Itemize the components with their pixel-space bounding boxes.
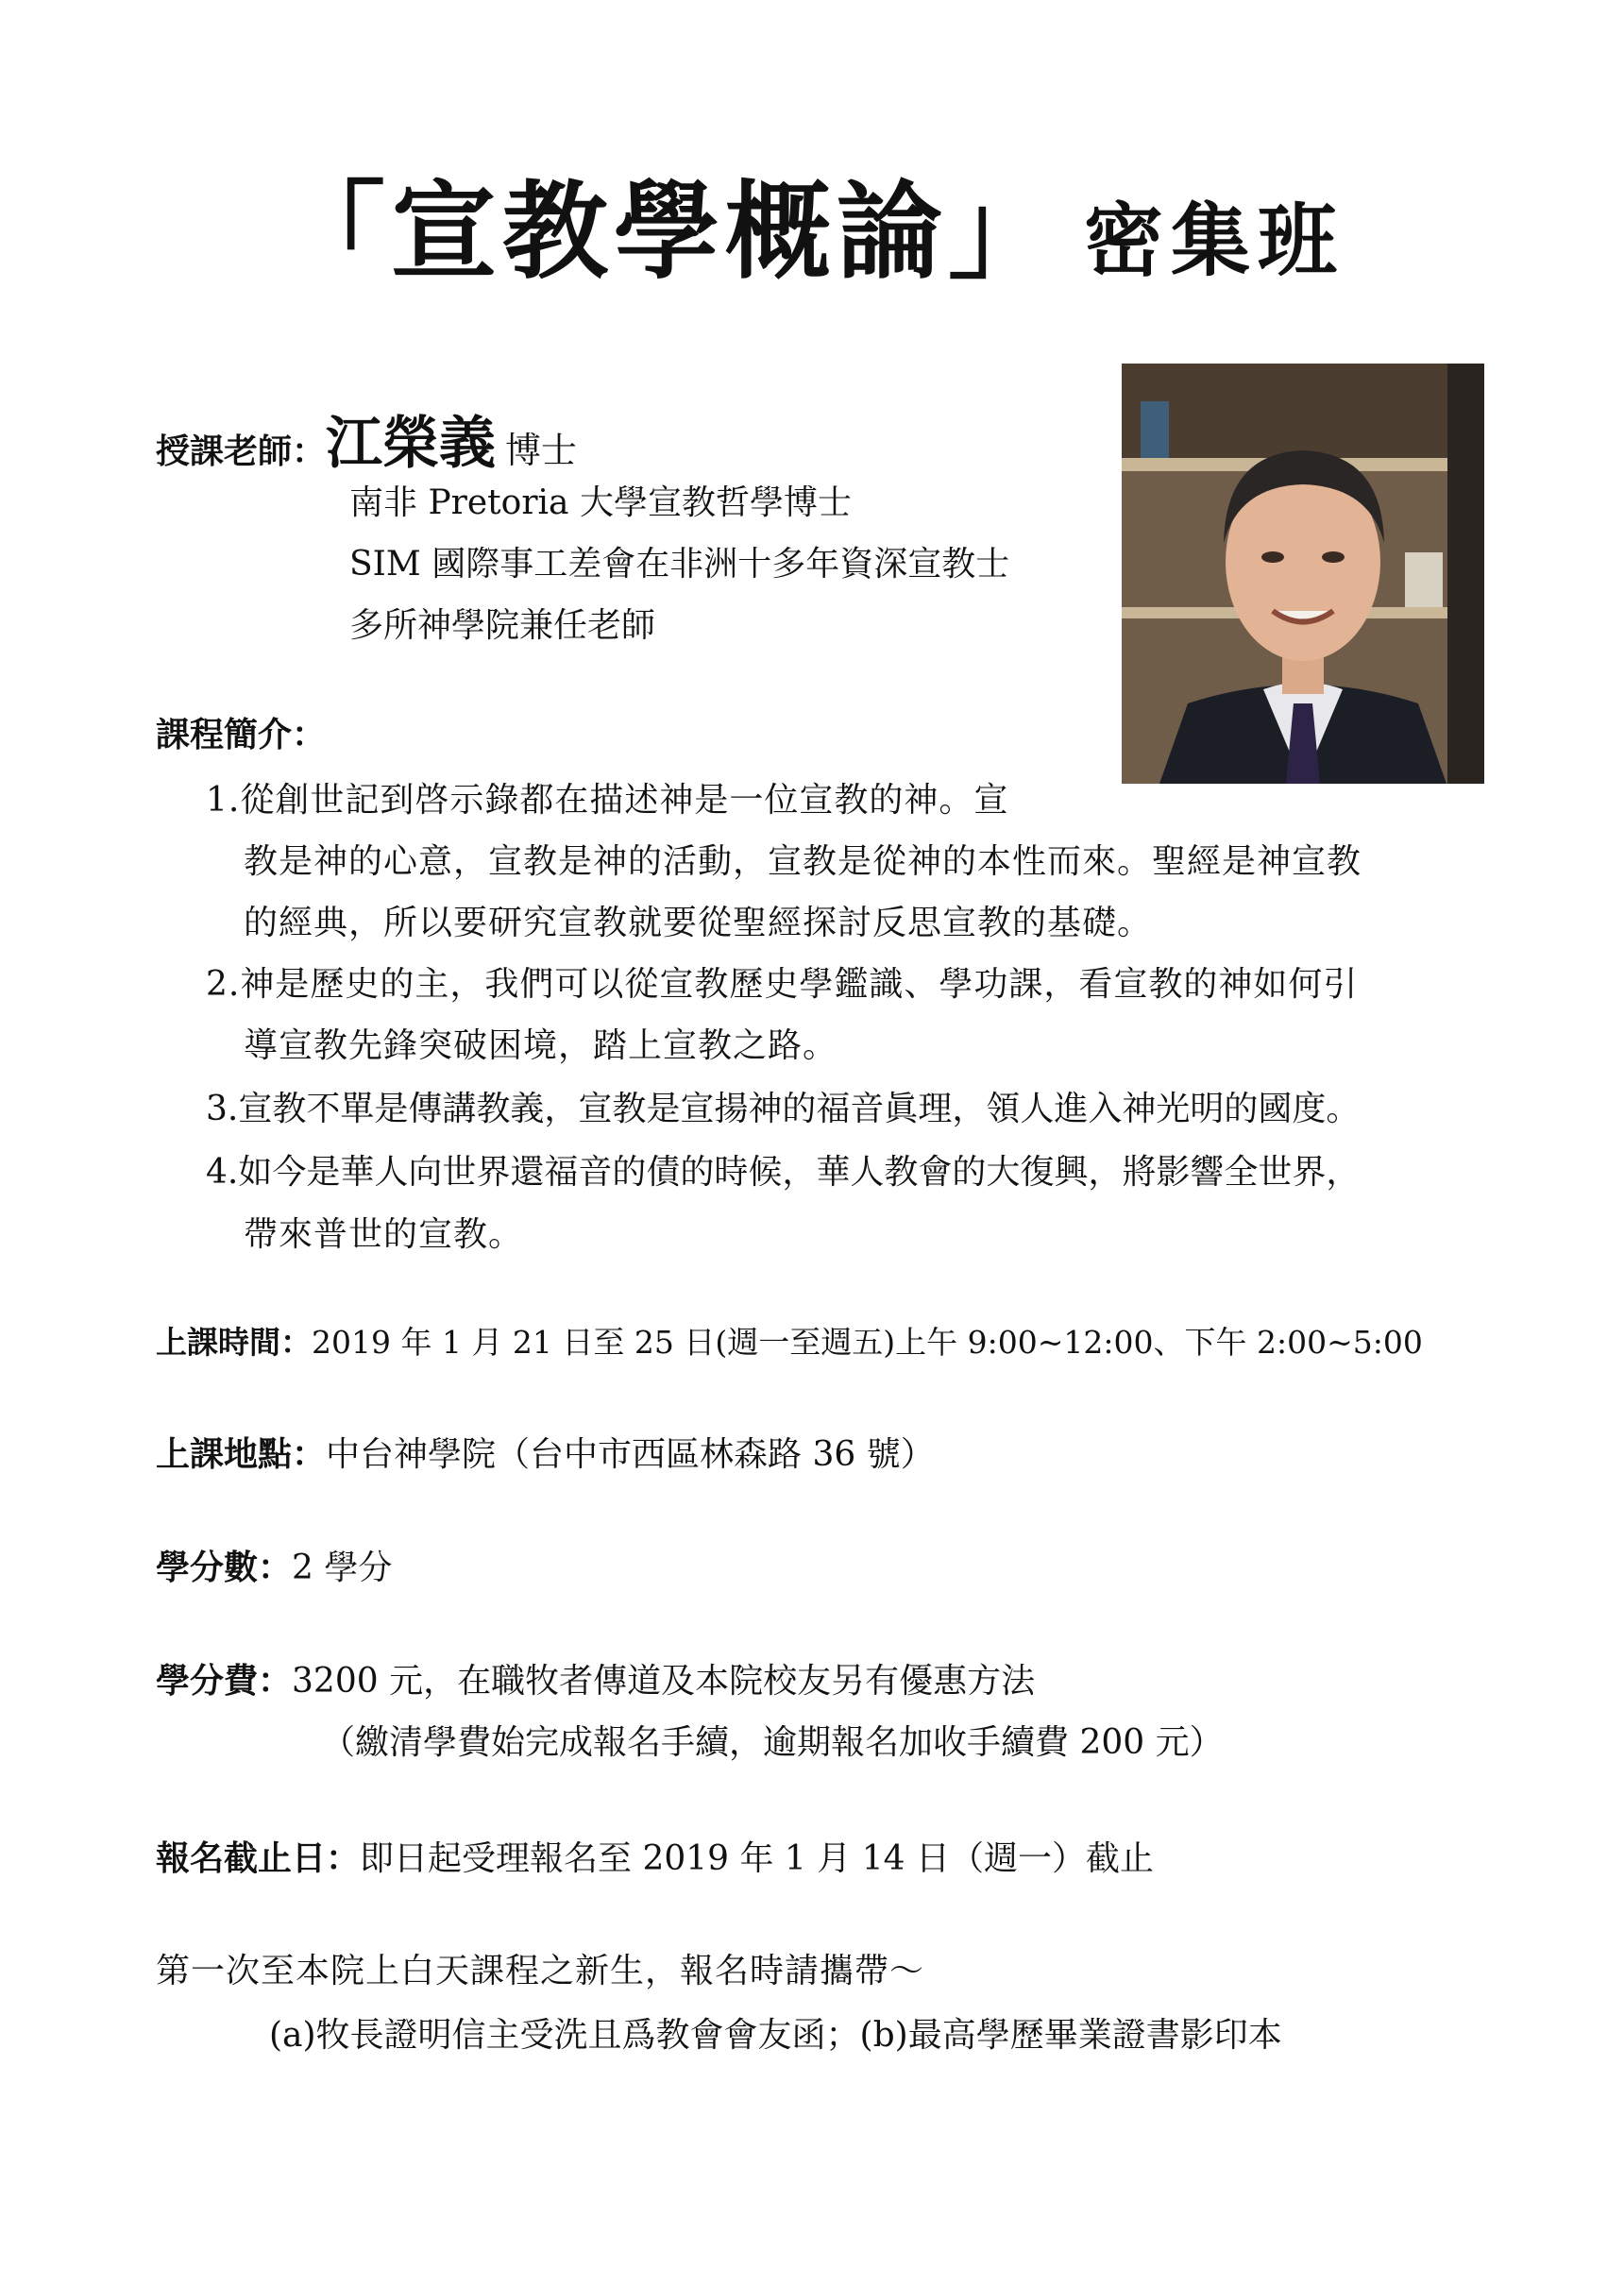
intro-line: 導宣教先鋒突破困境，踏上宣教之路。 [244, 1026, 838, 1065]
schedule-label: 上課時間： [156, 1324, 312, 1361]
teacher-credential: SIM 國際事工差會在非洲十多年資深宣教士 [349, 545, 1010, 584]
schedule-value: 2019 年 1 月 21 日至 25 日(週一至週五)上午 9:00~12:00、下午 2:00~5:00 [312, 1324, 1423, 1361]
schedule-row [156, 1324, 1423, 1361]
fee-label: 學分費： [156, 1661, 293, 1701]
teacher-label: 授課老師： [156, 432, 327, 471]
teacher-credential: 多所神學院兼任老師 [349, 606, 656, 645]
credits-label: 學分數： [156, 1548, 293, 1587]
fee-note: （繳清學費始完成報名手續，逾期報名加收手續費 200 元） [321, 1723, 1224, 1762]
teacher-row [156, 411, 578, 477]
title-suffix: 密集班 [1083, 194, 1345, 287]
teacher-degree: 博士 [505, 430, 578, 471]
location-value: 中台神學院（台中市西區林森路 36 號） [326, 1435, 935, 1474]
deadline-value: 即日起受理報名至 2019 年 1 月 14 日（週一）截止 [360, 1839, 1155, 1878]
deadline-label: 報名截止日： [156, 1838, 361, 1878]
intro-line: 教是神的心意，宣教是神的活動，宣教是從神的本性而來。聖經是神宣教 [244, 842, 1362, 881]
location-row [156, 1434, 935, 1474]
intro-line: 2.神是歷史的主，我們可以從宣教歷史學鑑識、學功課，看宣教的神如何引 [206, 965, 1359, 1004]
credits-value: 2 學分 [292, 1549, 393, 1587]
deadline-row [156, 1838, 1155, 1878]
intro-line: 帶來普世的宣教。 [244, 1215, 524, 1254]
fee-value: 3200 元，在職牧者傳道及本院校友另有優惠方法 [292, 1662, 1036, 1701]
notice-line: (a)牧長證明信主受洗且爲教會會友函；(b)最高學歷畢業證書影印本 [269, 2016, 1282, 2055]
location-label: 上課地點： [156, 1434, 327, 1474]
intro-line: 4.如今是華人向世界還福音的債的時候，華人教會的大復興，將影響全世界， [206, 1153, 1361, 1192]
intro-line: 3.宣教不單是傳講教義，宣教是宣揚神的福音眞理，領人進入神光明的國度。 [206, 1090, 1361, 1128]
teacher-name: 江榮義 [326, 411, 497, 477]
notice-line: 第一次至本院上白天課程之新生，報名時請攜帶～ [156, 1952, 925, 1990]
teacher-photo [1122, 364, 1484, 784]
title-main: 「宣教學概論」 [279, 170, 1059, 294]
fee-row [156, 1661, 1036, 1701]
intro-line: 1.從創世記到啓示錄都在描述神是一位宣教的神。宣 [206, 781, 1009, 820]
intro-line: 的經典，所以要研究宣教就要從聖經探討反思宣教的基礎。 [244, 904, 1153, 942]
teacher-credential: 南非 Pretoria 大學宣教哲學博士 [349, 483, 852, 522]
page-title [0, 170, 1624, 294]
intro-label: 課程簡介： [156, 715, 327, 754]
credits-row [156, 1550, 392, 1585]
